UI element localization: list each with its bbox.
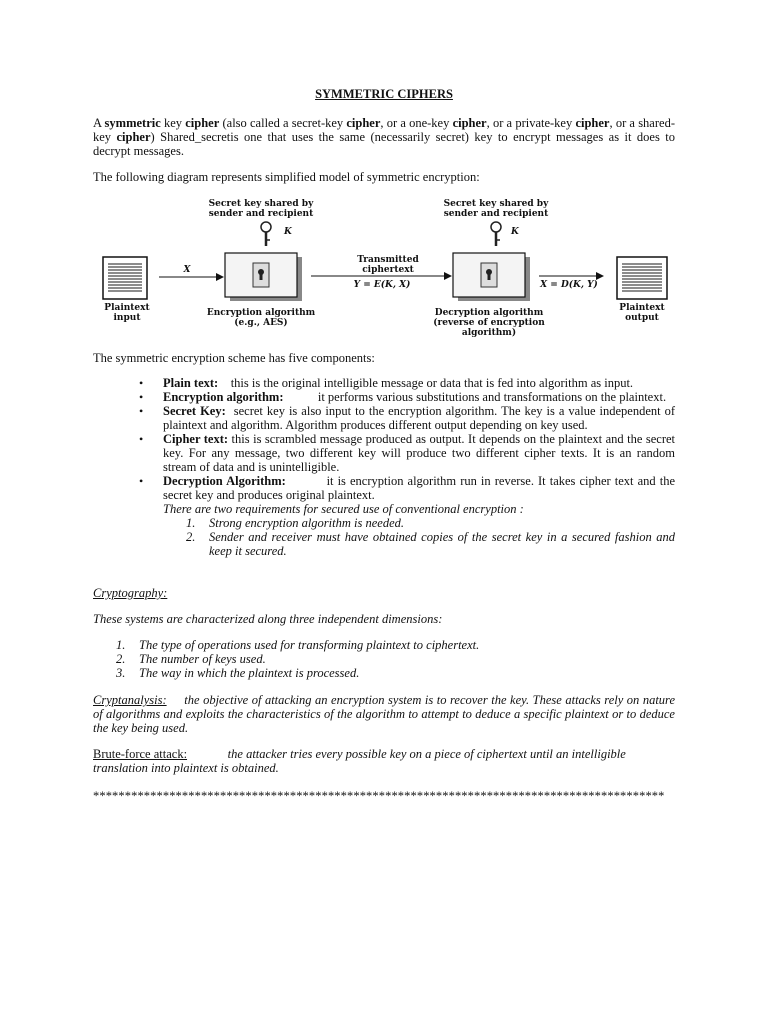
- symmetric-encryption-diagram: [93, 194, 675, 342]
- key-icon-right: [491, 222, 501, 246]
- encryption-label: Encryption algorithm: [206, 308, 316, 318]
- plaintext-input-label: Plaintext input: [104, 303, 150, 323]
- components-list: [93, 376, 675, 558]
- list-item: • Cipher text: this is scrambled message produced as output. It depends on the plaintext and the secret key. For any message, two different key will produce two different cipher texts. It is an random stream of data and is unintelligible.: [139, 432, 676, 474]
- requirements-intro: There are two requirements for secured use of conventional encryption :: [163, 502, 524, 516]
- separator-line: ******************************************************************************************: [93, 789, 665, 803]
- list-item: 1. Strong encryption algorithm is needed.: [186, 516, 404, 530]
- list-item: • Plain text: this is the original intelligible message or data that is fed into algorithm as input.: [139, 376, 634, 390]
- bruteforce-paragraph: Brute-force attack: the attacker tries every possible key on a piece of ciphertext until an intelligible translation into plaintext is obtained.: [93, 747, 626, 775]
- cryptanalysis-paragraph: Cryptanalysis: the objective of attacking an encryption system is to recover the key. These attacks rely on nature of algorithms and exploits the characteristics of the algorithm to attempt to deduce a specific plaintext or to deduce the key being used.: [93, 693, 675, 735]
- x-formula: X = D(K, Y): [540, 280, 598, 290]
- key-symbol-right: K: [511, 227, 519, 237]
- encryption-algorithm-box: [225, 253, 302, 301]
- cryptography-list: [93, 638, 675, 680]
- key-label-left: Secret key shared by sender and recipient: [208, 199, 314, 219]
- list-item: • Encryption algorithm: it performs various substitutions and transformations on the plaintext.: [139, 390, 667, 404]
- list-item: • Decryption Algorithm: it is encryption algorithm run in reverse. It takes cipher text and the secret key and produces original plaintext.: [139, 474, 675, 502]
- cryptanalysis-heading: Cryptanalysis:: [93, 693, 167, 707]
- transmitted-label: Transmitted ciphertext: [357, 255, 419, 275]
- page-title: SYMMETRIC CIPHERS: [315, 87, 453, 101]
- cryptography-intro: These systems are characterized along three independent dimensions:: [93, 612, 443, 626]
- decryption-note-1: (reverse of encryption: [433, 318, 545, 328]
- list-item: 1. The type of operations used for transforming plaintext to ciphertext.: [116, 638, 480, 652]
- list-item: 3. The way in which the plaintext is processed.: [116, 666, 360, 680]
- bruteforce-heading: Brute-force attack:: [93, 747, 188, 761]
- intro-paragraph: A symmetric key cipher (also called a secret-key cipher, or a one-key cipher, or a private-key cipher, or a shared-key cipher) Shared_secretis one that uses the same (necessarily secret) key to encrypt messages as it does to decrypt messages.: [93, 116, 675, 158]
- plaintext-input-icon: [103, 257, 147, 299]
- key-label-right: Secret key shared by sender and recipient: [443, 199, 549, 219]
- y-formula: Y = E(K, X): [353, 280, 411, 290]
- key-icon-left: [261, 222, 271, 246]
- list-item: 2. The number of keys used.: [116, 652, 266, 666]
- diagram-intro: The following diagram represents simplified model of symmetric encryption:: [93, 170, 480, 184]
- key-symbol-left: K: [284, 227, 292, 237]
- decryption-label: Decryption algorithm: [434, 308, 544, 318]
- decryption-algorithm-box: [453, 253, 530, 301]
- components-intro: The symmetric encryption scheme has five components:: [93, 351, 375, 365]
- decryption-note-2: algorithm): [461, 328, 517, 338]
- cryptography-heading: Cryptography:: [93, 586, 168, 600]
- encryption-example: (e.g., AES): [234, 318, 288, 328]
- plaintext-output-icon: [617, 257, 667, 299]
- list-item: • Secret Key: secret key is also input to the encryption algorithm. The key is a value independent of plaintext and algorithm. Algorithm produces different output depending on key used.: [139, 404, 676, 432]
- plaintext-output-label: Plaintext output: [619, 303, 665, 323]
- list-item: 2. Sender and receiver must have obtained copies of the secret key in a secured fashion and keep it secured.: [186, 530, 675, 558]
- x-label: X: [183, 265, 191, 275]
